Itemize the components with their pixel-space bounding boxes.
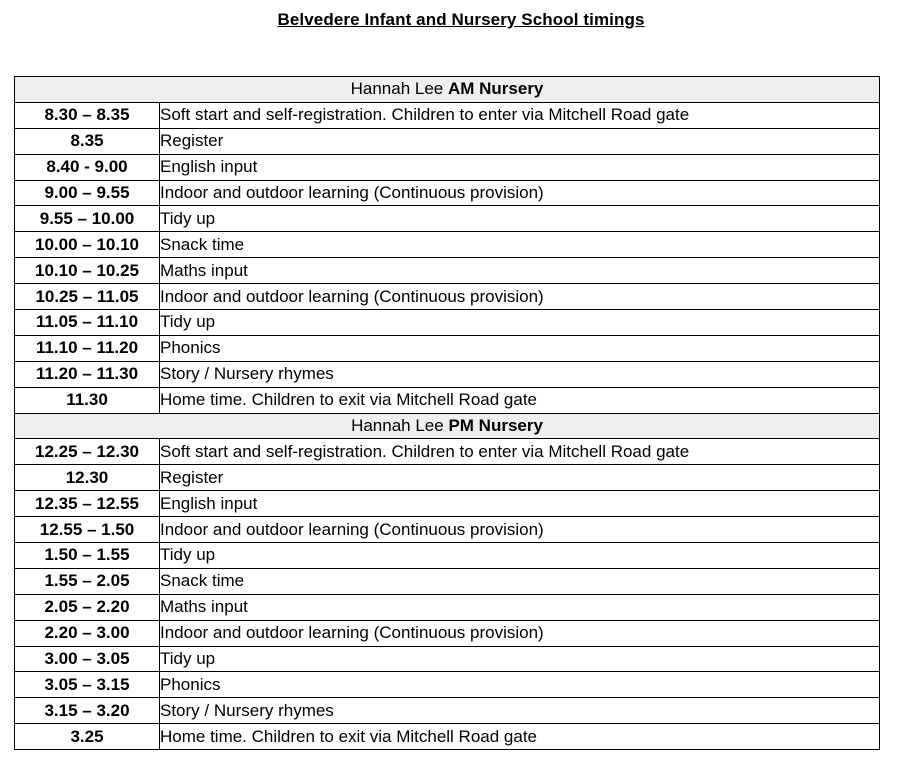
activity-cell: Indoor and outdoor learning (Continuous provision) — [160, 284, 880, 310]
time-cell: 8.40 - 9.00 — [15, 154, 160, 180]
table-row — [15, 698, 880, 724]
section-session: AM Nursery — [447, 79, 544, 99]
time-cell: 9.55 – 10.00 — [15, 206, 160, 232]
activity-cell: Indoor and outdoor learning (Continuous provision) — [160, 180, 880, 206]
table-row — [15, 206, 880, 232]
timings-table — [14, 76, 880, 750]
activity-cell: Tidy up — [160, 646, 880, 672]
table-row — [15, 543, 880, 569]
time-cell: 8.30 – 8.35 — [15, 102, 160, 128]
time-cell: 12.35 – 12.55 — [15, 491, 160, 517]
table-row — [15, 620, 880, 646]
table-row — [15, 128, 880, 154]
activity-cell: English input — [160, 154, 880, 180]
table-row — [15, 284, 880, 310]
table-row — [15, 387, 880, 413]
table-row — [15, 232, 880, 258]
table-row — [15, 724, 880, 750]
table-row — [15, 672, 880, 698]
activity-cell: Phonics — [160, 335, 880, 361]
time-cell: 2.05 – 2.20 — [15, 594, 160, 620]
table-row — [15, 102, 880, 128]
activity-cell: Maths input — [160, 258, 880, 284]
activity-cell: Home time. Children to exit via Mitchell Road gate — [160, 387, 880, 413]
table-row — [15, 439, 880, 465]
section-header-cell — [15, 77, 880, 103]
table-row — [15, 594, 880, 620]
section-header-am — [15, 77, 880, 103]
activity-cell: Snack time — [160, 232, 880, 258]
activity-cell: Soft start and self-registration. Children to enter via Mitchell Road gate — [160, 102, 880, 128]
table-row — [15, 258, 880, 284]
time-cell: 8.35 — [15, 128, 160, 154]
time-cell: 11.20 – 11.30 — [15, 361, 160, 387]
activity-cell: Tidy up — [160, 543, 880, 569]
time-cell: 3.15 – 3.20 — [15, 698, 160, 724]
activity-cell: Home time. Children to exit via Mitchell Road gate — [160, 724, 880, 750]
activity-cell: Maths input — [160, 594, 880, 620]
activity-cell: Register — [160, 128, 880, 154]
activity-cell: Tidy up — [160, 206, 880, 232]
table-row — [15, 465, 880, 491]
table-row — [15, 310, 880, 336]
activity-cell: Story / Nursery rhymes — [160, 698, 880, 724]
time-cell: 3.05 – 3.15 — [15, 672, 160, 698]
section-teacher: Hannah Lee — [351, 416, 444, 436]
time-cell: 12.25 – 12.30 — [15, 439, 160, 465]
time-cell: 11.05 – 11.10 — [15, 310, 160, 336]
table-row — [15, 491, 880, 517]
time-cell: 3.25 — [15, 724, 160, 750]
activity-cell: Story / Nursery rhymes — [160, 361, 880, 387]
activity-cell: English input — [160, 491, 880, 517]
section-session: PM Nursery — [448, 416, 543, 436]
time-cell: 1.50 – 1.55 — [15, 543, 160, 569]
activity-cell: Soft start and self-registration. Children to enter via Mitchell Road gate — [160, 439, 880, 465]
time-cell: 12.55 – 1.50 — [15, 517, 160, 543]
time-cell: 2.20 – 3.00 — [15, 620, 160, 646]
time-cell: 11.10 – 11.20 — [15, 335, 160, 361]
time-cell: 9.00 – 9.55 — [15, 180, 160, 206]
activity-cell: Indoor and outdoor learning (Continuous provision) — [160, 517, 880, 543]
table-row — [15, 568, 880, 594]
section-header-pm — [15, 413, 880, 439]
table-row — [15, 517, 880, 543]
time-cell: 11.30 — [15, 387, 160, 413]
table-row — [15, 180, 880, 206]
table-row — [15, 646, 880, 672]
activity-cell: Tidy up — [160, 310, 880, 336]
table-row — [15, 154, 880, 180]
table-row — [15, 335, 880, 361]
time-cell: 10.10 – 10.25 — [15, 258, 160, 284]
section-teacher: Hannah Lee — [350, 79, 444, 99]
time-cell: 10.00 – 10.10 — [15, 232, 160, 258]
activity-cell: Snack time — [160, 568, 880, 594]
table-row — [15, 361, 880, 387]
time-cell: 1.55 – 2.05 — [15, 568, 160, 594]
section-header-cell — [15, 413, 880, 439]
time-cell: 10.25 – 11.05 — [15, 284, 160, 310]
time-cell: 12.30 — [15, 465, 160, 491]
activity-cell: Phonics — [160, 672, 880, 698]
time-cell: 3.00 – 3.05 — [15, 646, 160, 672]
activity-cell: Indoor and outdoor learning (Continuous provision) — [160, 620, 880, 646]
document-title: Belvedere Infant and Nursery School timings — [277, 10, 645, 29]
activity-cell: Register — [160, 465, 880, 491]
